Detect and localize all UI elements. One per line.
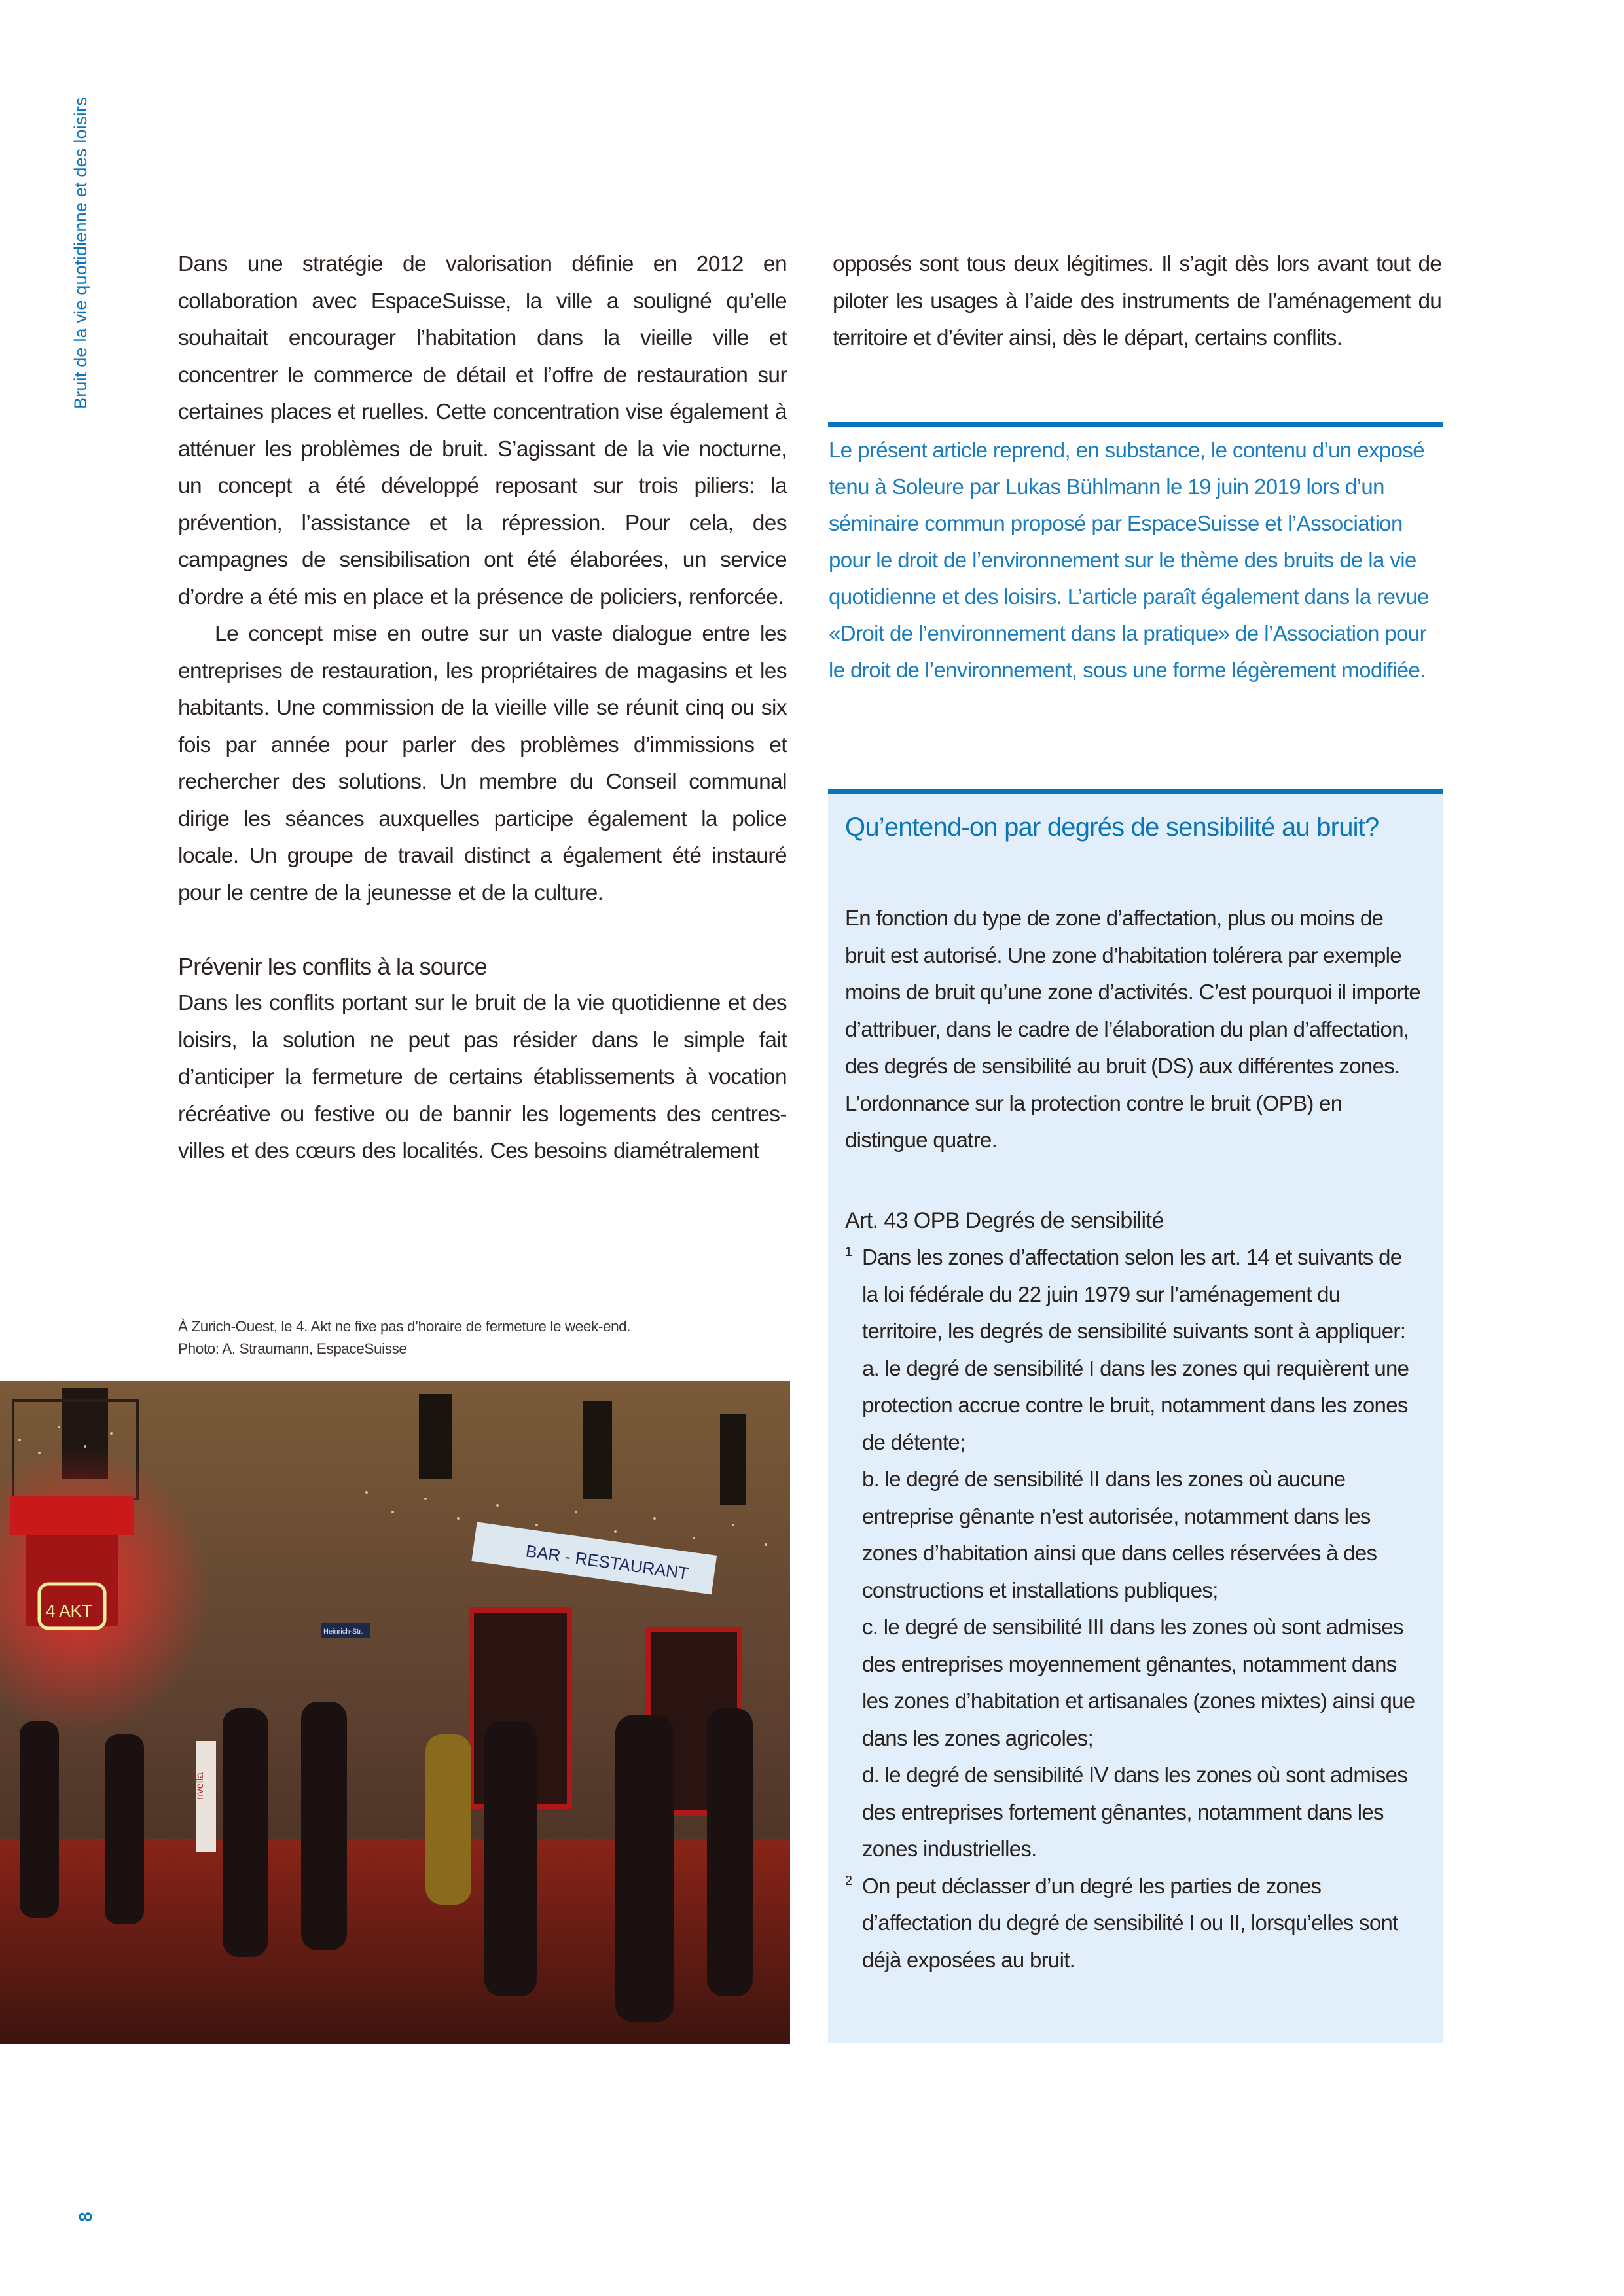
street-sign-text: Heinrich-Str. [323, 1628, 363, 1636]
info-box-title: Qu’entend-on par degrés de sensibilité au bruit? [845, 813, 1379, 842]
section-subheading: Prévenir les conflits à la source [178, 953, 487, 980]
intro-divider [828, 422, 1443, 427]
article-item-a: a. le degré de sensibilité I dans les zones qui requièrent une protection accrue contre le bruit, notamment dans les zones de détente; [862, 1355, 1409, 1454]
banner-text: BAR - RESTAURANT [524, 1541, 690, 1584]
brand-text: rivella [194, 1772, 206, 1800]
photo-credit: Photo: A. Straumann, EspaceSuisse [178, 1340, 407, 1357]
running-header: Bruit de la vie quotidienne et des loisirs [71, 97, 90, 409]
neon-sign-text: 4 AKT [46, 1601, 92, 1621]
photo-caption: À Zurich-Ouest, le 4. Akt ne fixe pas d’horaire de fermeture le week-end. [178, 1318, 631, 1335]
paragraph-number: 1 [845, 1245, 852, 1259]
article-item-b: b. le degré de sensibilité II dans les zones où aucune entreprise gênante n’est autorisée, notamment dans les zones d’habitation ainsi que dans celles réservées à des constructions et installations publiques; [862, 1467, 1377, 1602]
article-item-d: d. le degré de sensibilité IV dans les zones où sont admises des entreprises fortement gênantes, notamment dans les zones industrielles. [862, 1763, 1408, 1861]
photo-caption-block [178, 1316, 787, 1360]
info-box-sensitivity-degrees [828, 789, 1443, 2043]
info-box-top-bar [828, 789, 1443, 794]
article-paragraph-2 [845, 1868, 1421, 1979]
left-column [178, 246, 787, 1170]
photo-4akt-night-scene [0, 1381, 790, 2044]
article-line: Dans les zones d’affectation selon les art. 14 et suivants de la loi fédérale du 22 juin 1979 sur l’aménagement du territoire, les degrés de sensibilité suivants sont à appliquer: [862, 1245, 1406, 1343]
article-line: On peut déclasser d’un degré les parties de zones d’affectation du degré de sensibilité I ou II, lorsqu’elles sont déjà exposées au bruit. [862, 1873, 1398, 1972]
intro-note: Le présent article reprend, en substance, le contenu d’un exposé tenu à Soleure par Lukas Bühlmann le 19 juin 2019 lors d’un séminaire commun proposé par EspaceSuisse et l’Association pour le droit de l’environnement sur le thème des bruits de la vie quotidienne et des loisirs. L’article paraît également dans la revue «Droit de l’environnement dans la pratique» de l’Association pour le droit de l’environnement, sous une forme légèrement modifiée. [829, 438, 1429, 682]
body-paragraph: Dans les conflits portant sur le bruit de la vie quotidienne et des loisirs, la solution ne peut pas résider dans le simple fait d’anticiper la fermeture de certains établissements à vocation récréative ou festive ou de bannir les logements des centres-villes et des cœurs des localités. Ces besoins diamétralement [178, 991, 787, 1163]
page-number: 8 [75, 2212, 96, 2222]
article-body [845, 1239, 1421, 1979]
body-paragraph: Le concept mise en outre sur un vaste dialogue entre les entreprises de restauration, les propriétaires de magasins et les habitants. Une commission de la vieille ville se réunit cinq ou six fois par année pour parler des problèmes d’immissions et rechercher des solutions. Un membre du Conseil communal dirige les séances auxquelles participe également la police locale. Un groupe de travail distinct a également été instauré pour le centre de la jeunesse et de la culture. [178, 622, 787, 905]
photo-illustration [0, 1381, 790, 2044]
right-column [833, 246, 1441, 357]
body-paragraph: opposés sont tous deux légitimes. Il s’agit dès lors avant tout de piloter les usages à l’aide des instruments de l’aménagement du territoire et d’éviter ainsi, dès le départ, certains conflits. [833, 252, 1441, 350]
article-item-c: c. le degré de sensibilité III dans les zones où sont admises des entreprises moyennement gênantes, notamment dans les zones d’habitation et artisanales (zones mixtes) ainsi que dans les zones agricoles; [862, 1615, 1415, 1750]
article-paragraph-1 [845, 1239, 1421, 1868]
paragraph-number: 2 [845, 1873, 852, 1888]
article-heading: Art. 43 OPB Degrés de sensibilité [845, 1208, 1164, 1233]
info-box-body: En fonction du type de zone d’affectation, plus ou moins de bruit est autorisé. Une zone d’habitation tolérera par exemple moins de bruit qu’une zone d’activités. C’est pourquoi il importe d’attribuer, dans le cadre de l’élaboration du plan d’affectation, des degrés de sensibilité au bruit (DS) aux différentes zones. L’ordonnance sur la protection contre le bruit (OPB) en distingue quatre. [845, 906, 1420, 1152]
body-paragraph: Dans une stratégie de valorisation définie en 2012 en collaboration avec EspaceSuisse, la ville a souligné qu’elle souhaitait encourager l’habitation dans la vieille ville et concentrer le commerce de détail et l’offre de restauration sur certaines places et ruelles. Cette concentration vise également à atténuer les problèmes de bruit. S’agissant de la vie nocturne, un concept a été développé reposant sur trois piliers: la prévention, l’assistance et la répression. Pour cela, des campagnes de sensibilisation ont été élaborées, un service d’ordre a été mis en place et la présence de policiers, renforcée. [178, 252, 787, 609]
